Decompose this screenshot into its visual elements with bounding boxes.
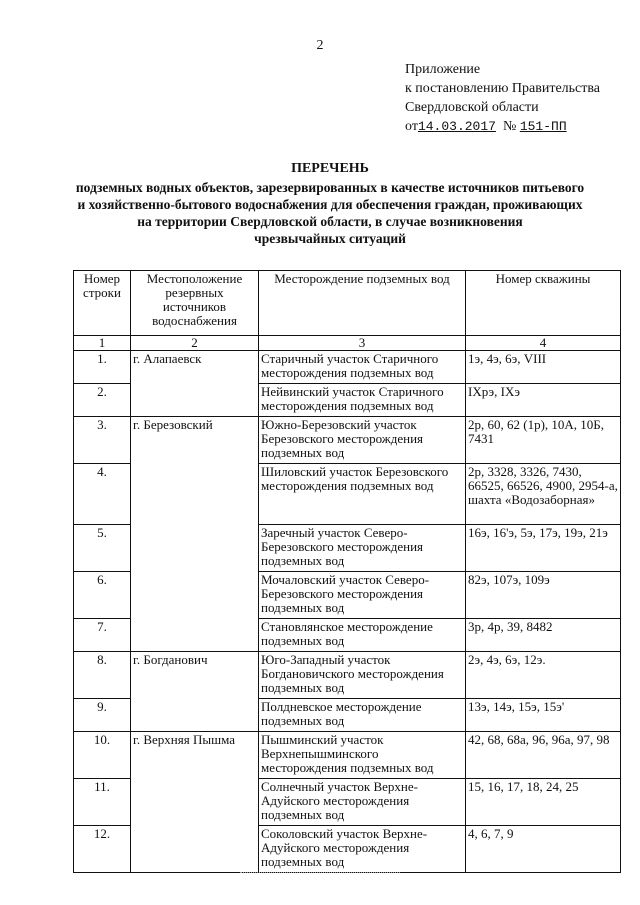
row-number: 4.	[74, 464, 131, 525]
location-cell: г. Верхняя Пышма	[131, 732, 259, 873]
title-line1: подземных водных объектов, зарезервированных в качестве источников питьевого	[75, 180, 585, 195]
deposit-cell: Южно-Березовский участок Березовского месторождения подземных вод	[259, 417, 466, 464]
deposit-cell: Шиловский участок Березовского месторождения подземных вод	[259, 464, 466, 525]
header-row-number: Номер строки	[74, 271, 131, 336]
appendix-date-line	[405, 117, 600, 136]
appendix-block	[405, 60, 600, 136]
deposit-cell: Пышминский участок Верхнепышминского месторождения подземных вод	[259, 732, 466, 779]
row-number: 8.	[74, 652, 131, 699]
table-row	[74, 351, 621, 384]
location-cell: г. Алапаевск	[131, 351, 259, 417]
footer-divider	[240, 872, 400, 873]
location-cell: г. Березовский	[131, 417, 259, 652]
wells-cell: 13э, 14э, 15э, 15э'	[466, 699, 621, 732]
row-number: 12.	[74, 826, 131, 873]
document-title	[40, 160, 620, 247]
decree-date: 14.03.2017	[417, 119, 496, 134]
deposit-cell: Соколовский участок Верхне-Адуйского месторождения подземных вод	[259, 826, 466, 873]
row-number: 11.	[74, 779, 131, 826]
table-row	[74, 732, 621, 779]
wells-cell: 1э, 4э, 6э, VIII	[466, 351, 621, 384]
wells-cell: 82э, 107э, 109э	[466, 572, 621, 619]
deposit-cell: Старичный участок Старичного месторождения подземных вод	[259, 351, 466, 384]
column-number: 4	[466, 336, 621, 351]
wells-cell: 42, 68, 68а, 96, 96а, 97, 98	[466, 732, 621, 779]
page-number: 2	[316, 38, 324, 53]
title-line2: и хозяйственно-бытового водоснабжения для обеспечения граждан, проживающих	[77, 197, 583, 212]
title-line3: на территории Свердловской области, в случае возникновения	[137, 214, 523, 229]
row-number: 9.	[74, 699, 131, 732]
deposit-cell: Становлянское месторождение подземных вод	[259, 619, 466, 652]
table-row	[74, 652, 621, 699]
wells-cell: 16э, 16'э, 5э, 17э, 19э, 21э	[466, 525, 621, 572]
number-prefix: №	[502, 119, 517, 134]
column-number: 3	[259, 336, 466, 351]
title-line4: чрезвычайных ситуаций	[254, 231, 406, 246]
date-prefix: от	[405, 119, 418, 134]
deposit-cell: Солнечный участок Верхне-Адуйского месторождения подземных вод	[259, 779, 466, 826]
deposit-cell: Полдневское месторождение подземных вод	[259, 699, 466, 732]
title-heading: ПЕРЕЧЕНЬ	[291, 161, 369, 176]
row-number: 3.	[74, 417, 131, 464]
deposit-cell: Заречный участок Северо-Березовского месторождения подземных вод	[259, 525, 466, 572]
appendix-line1: Приложение	[405, 62, 481, 77]
wells-cell: 4, 6, 7, 9	[466, 826, 621, 873]
wells-cell: 2р, 3328, 3326, 7430, 66525, 66526, 4900, 2954-а, шахта «Водозаборная»	[466, 464, 621, 525]
wells-cell: 2р, 60, 62 (1р), 10А, 10Б, 7431	[466, 417, 621, 464]
row-number: 1.	[74, 351, 131, 384]
column-number: 2	[131, 336, 259, 351]
wells-cell: 3р, 4р, 39, 8482	[466, 619, 621, 652]
column-numbers-row	[74, 336, 621, 351]
row-number: 7.	[74, 619, 131, 652]
decree-number: 151-ПП	[519, 119, 567, 134]
location-cell: г. Богданович	[131, 652, 259, 732]
table-row	[74, 417, 621, 464]
table-header-row	[74, 271, 621, 336]
row-number: 2.	[74, 384, 131, 417]
deposit-cell: Нейвинский участок Старичного месторождения подземных вод	[259, 384, 466, 417]
header-location: Местоположение резервных источников водоснабжения	[131, 271, 259, 336]
deposit-cell: Юго-Западный участок Богдановичского месторождения подземных вод	[259, 652, 466, 699]
row-number: 10.	[74, 732, 131, 779]
column-number: 1	[74, 336, 131, 351]
wells-cell: 15, 16, 17, 18, 24, 25	[466, 779, 621, 826]
wells-cell: IХрэ, IХэ	[466, 384, 621, 417]
header-deposit: Месторождение подземных вод	[259, 271, 466, 336]
wells-cell: 2э, 4э, 6э, 12э.	[466, 652, 621, 699]
appendix-line3: Свердловской области	[405, 100, 539, 115]
header-well-number: Номер скважины	[466, 271, 621, 336]
water-sources-table	[73, 270, 621, 873]
row-number: 5.	[74, 525, 131, 572]
appendix-line2: к постановлению Правительства	[405, 81, 601, 96]
deposit-cell: Мочаловский участок Северо-Березовского месторождения подземных вод	[259, 572, 466, 619]
row-number: 6.	[74, 572, 131, 619]
